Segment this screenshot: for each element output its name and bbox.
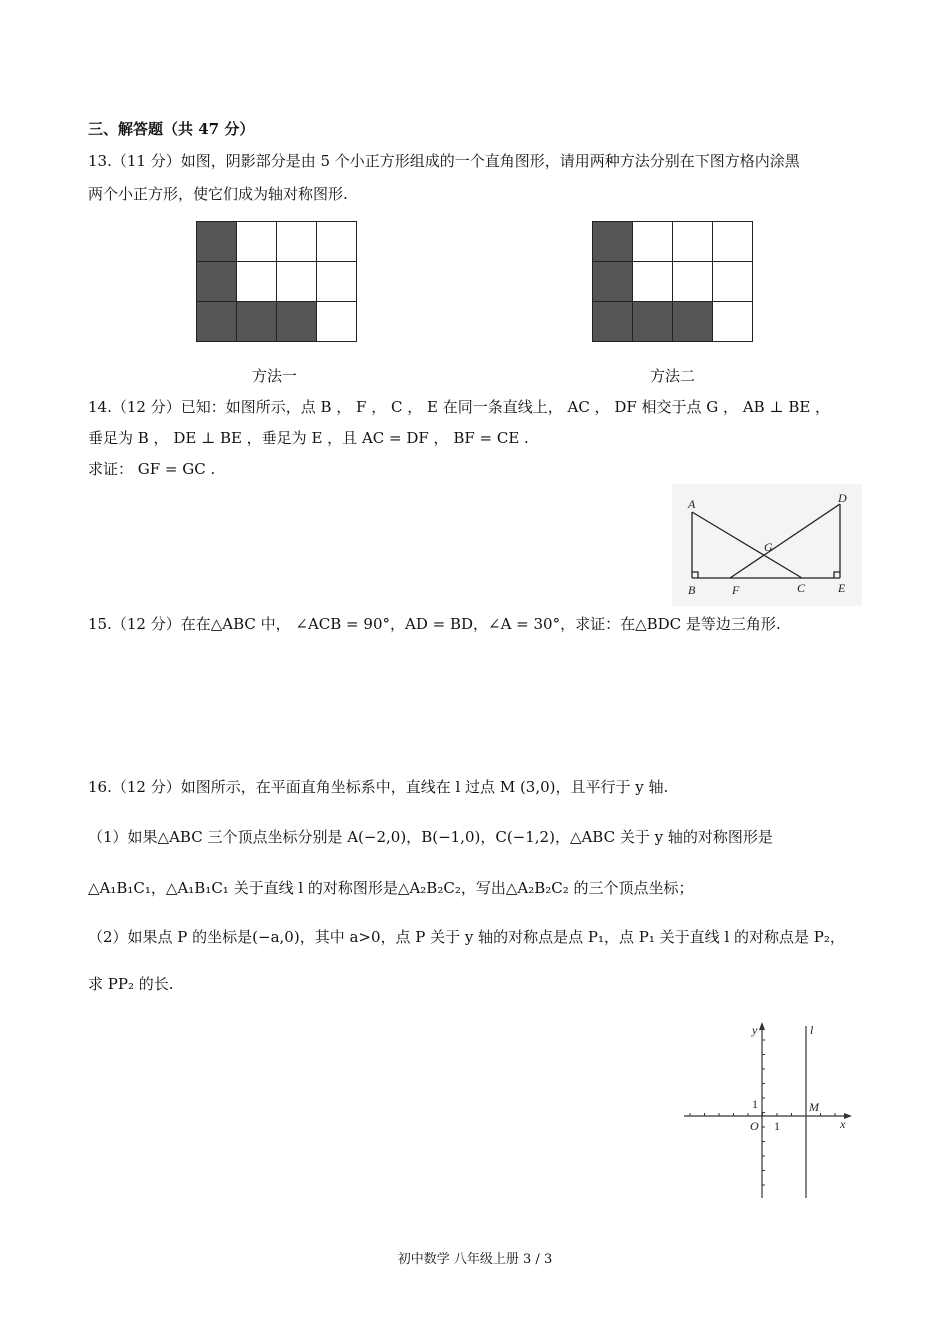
label-1-x: 1 [774, 1119, 780, 1133]
label-a: A [688, 497, 696, 511]
label-g: G [764, 540, 773, 554]
grid-method-1[interactable] [196, 221, 357, 342]
shaded-cell[interactable] [277, 302, 317, 342]
shaded-cell[interactable] [673, 302, 713, 342]
grid-cell[interactable] [277, 262, 317, 302]
section-title: 三、解答题（共 47 分） [88, 120, 255, 138]
label-e: E [838, 581, 846, 595]
page-footer: 初中数学 八年级上册 3 / 3 [397, 1252, 553, 1267]
caption-method-1: 方法一 [252, 367, 298, 385]
label-1-y: 1 [752, 1097, 758, 1111]
grid-cell[interactable] [713, 262, 753, 302]
grid-cell[interactable] [673, 222, 713, 262]
q13-line-2: 两个小正方形，使它们成为轴对称图形. [88, 185, 348, 203]
shaded-cell[interactable] [593, 222, 633, 262]
grid-cell[interactable] [277, 222, 317, 262]
grid-cell[interactable] [713, 222, 753, 262]
label-c: C [797, 581, 806, 595]
grid-cell[interactable] [237, 262, 277, 302]
q16-line-5: 求 PP₂ 的长. [88, 975, 174, 993]
grid-cell[interactable] [713, 302, 753, 342]
y-axis-arrow [759, 1022, 765, 1030]
q13-line-1: 13.（11 分）如图，阴影部分是由 5 个小正方形组成的一个直角图形，请用两种方法分别在下图方格内涂黑 [88, 152, 800, 170]
grid-cell[interactable] [317, 262, 357, 302]
label-y: y [752, 1023, 758, 1037]
shaded-cell[interactable] [237, 302, 277, 342]
label-x: x [840, 1117, 846, 1131]
shaded-cell[interactable] [197, 262, 237, 302]
grid-cell[interactable] [633, 222, 673, 262]
coordinate-figure [682, 1020, 854, 1204]
label-b: B [688, 583, 696, 597]
caption-method-2: 方法二 [650, 367, 696, 385]
grid-cell[interactable] [673, 262, 713, 302]
shaded-cell[interactable] [593, 262, 633, 302]
q15-line-1: 15.（12 分）在在△ABC 中， ∠ACB = 90°，AD = BD，∠A = 30°，求证：在△BDC 是等边三角形. [88, 615, 781, 633]
shaded-cell[interactable] [197, 302, 237, 342]
q16-line-4: （2）如果点 P 的坐标是(−a,0)，其中 a>0，点 P 关于 y 轴的对称点是点 P₁，点 P₁ 关于直线 l 的对称点是 P₂， [88, 928, 845, 946]
grid-cell[interactable] [317, 302, 357, 342]
label-l: l [810, 1023, 814, 1037]
q16-line-2: （1）如果△ABC 三个顶点坐标分别是 A(−2,0)，B(−1,0)，C(−1,2)，△ABC 关于 y 轴的对称图形是 [88, 828, 773, 846]
grid-method-2[interactable] [592, 221, 753, 342]
q14-line-3: 求证： GF = GC . [88, 460, 216, 478]
shaded-cell[interactable] [197, 222, 237, 262]
label-m: M [809, 1100, 819, 1114]
grid-cell[interactable] [237, 222, 277, 262]
grid-cell[interactable] [633, 262, 673, 302]
q14-line-1: 14.（12 分）已知：如图所示，点 B ， F ， C ， E 在同一条直线上， AC ， DF 相交于点 G ， AB ⊥ BE ， [88, 398, 831, 416]
q16-line-3: △A₁B₁C₁，△A₁B₁C₁ 关于直线 l 的对称图形是△A₂B₂C₂，写出△A₂B₂C₂ 的三个顶点坐标； [88, 879, 694, 897]
q14-line-2: 垂足为 B ， DE ⊥ BE ，垂足为 E ，且 AC = DF ， BF = CE . [88, 429, 529, 447]
q16-line-1: 16.（12 分）如图所示，在平面直角坐标系中，直线在 l 过点 M (3,0)，且平行于 y 轴. [88, 778, 669, 796]
label-d: D [838, 491, 847, 505]
shaded-cell[interactable] [593, 302, 633, 342]
label-o: O [750, 1119, 759, 1133]
shaded-cell[interactable] [633, 302, 673, 342]
triangle-figure [672, 484, 862, 606]
label-f: F [732, 583, 740, 597]
grid-cell[interactable] [317, 222, 357, 262]
